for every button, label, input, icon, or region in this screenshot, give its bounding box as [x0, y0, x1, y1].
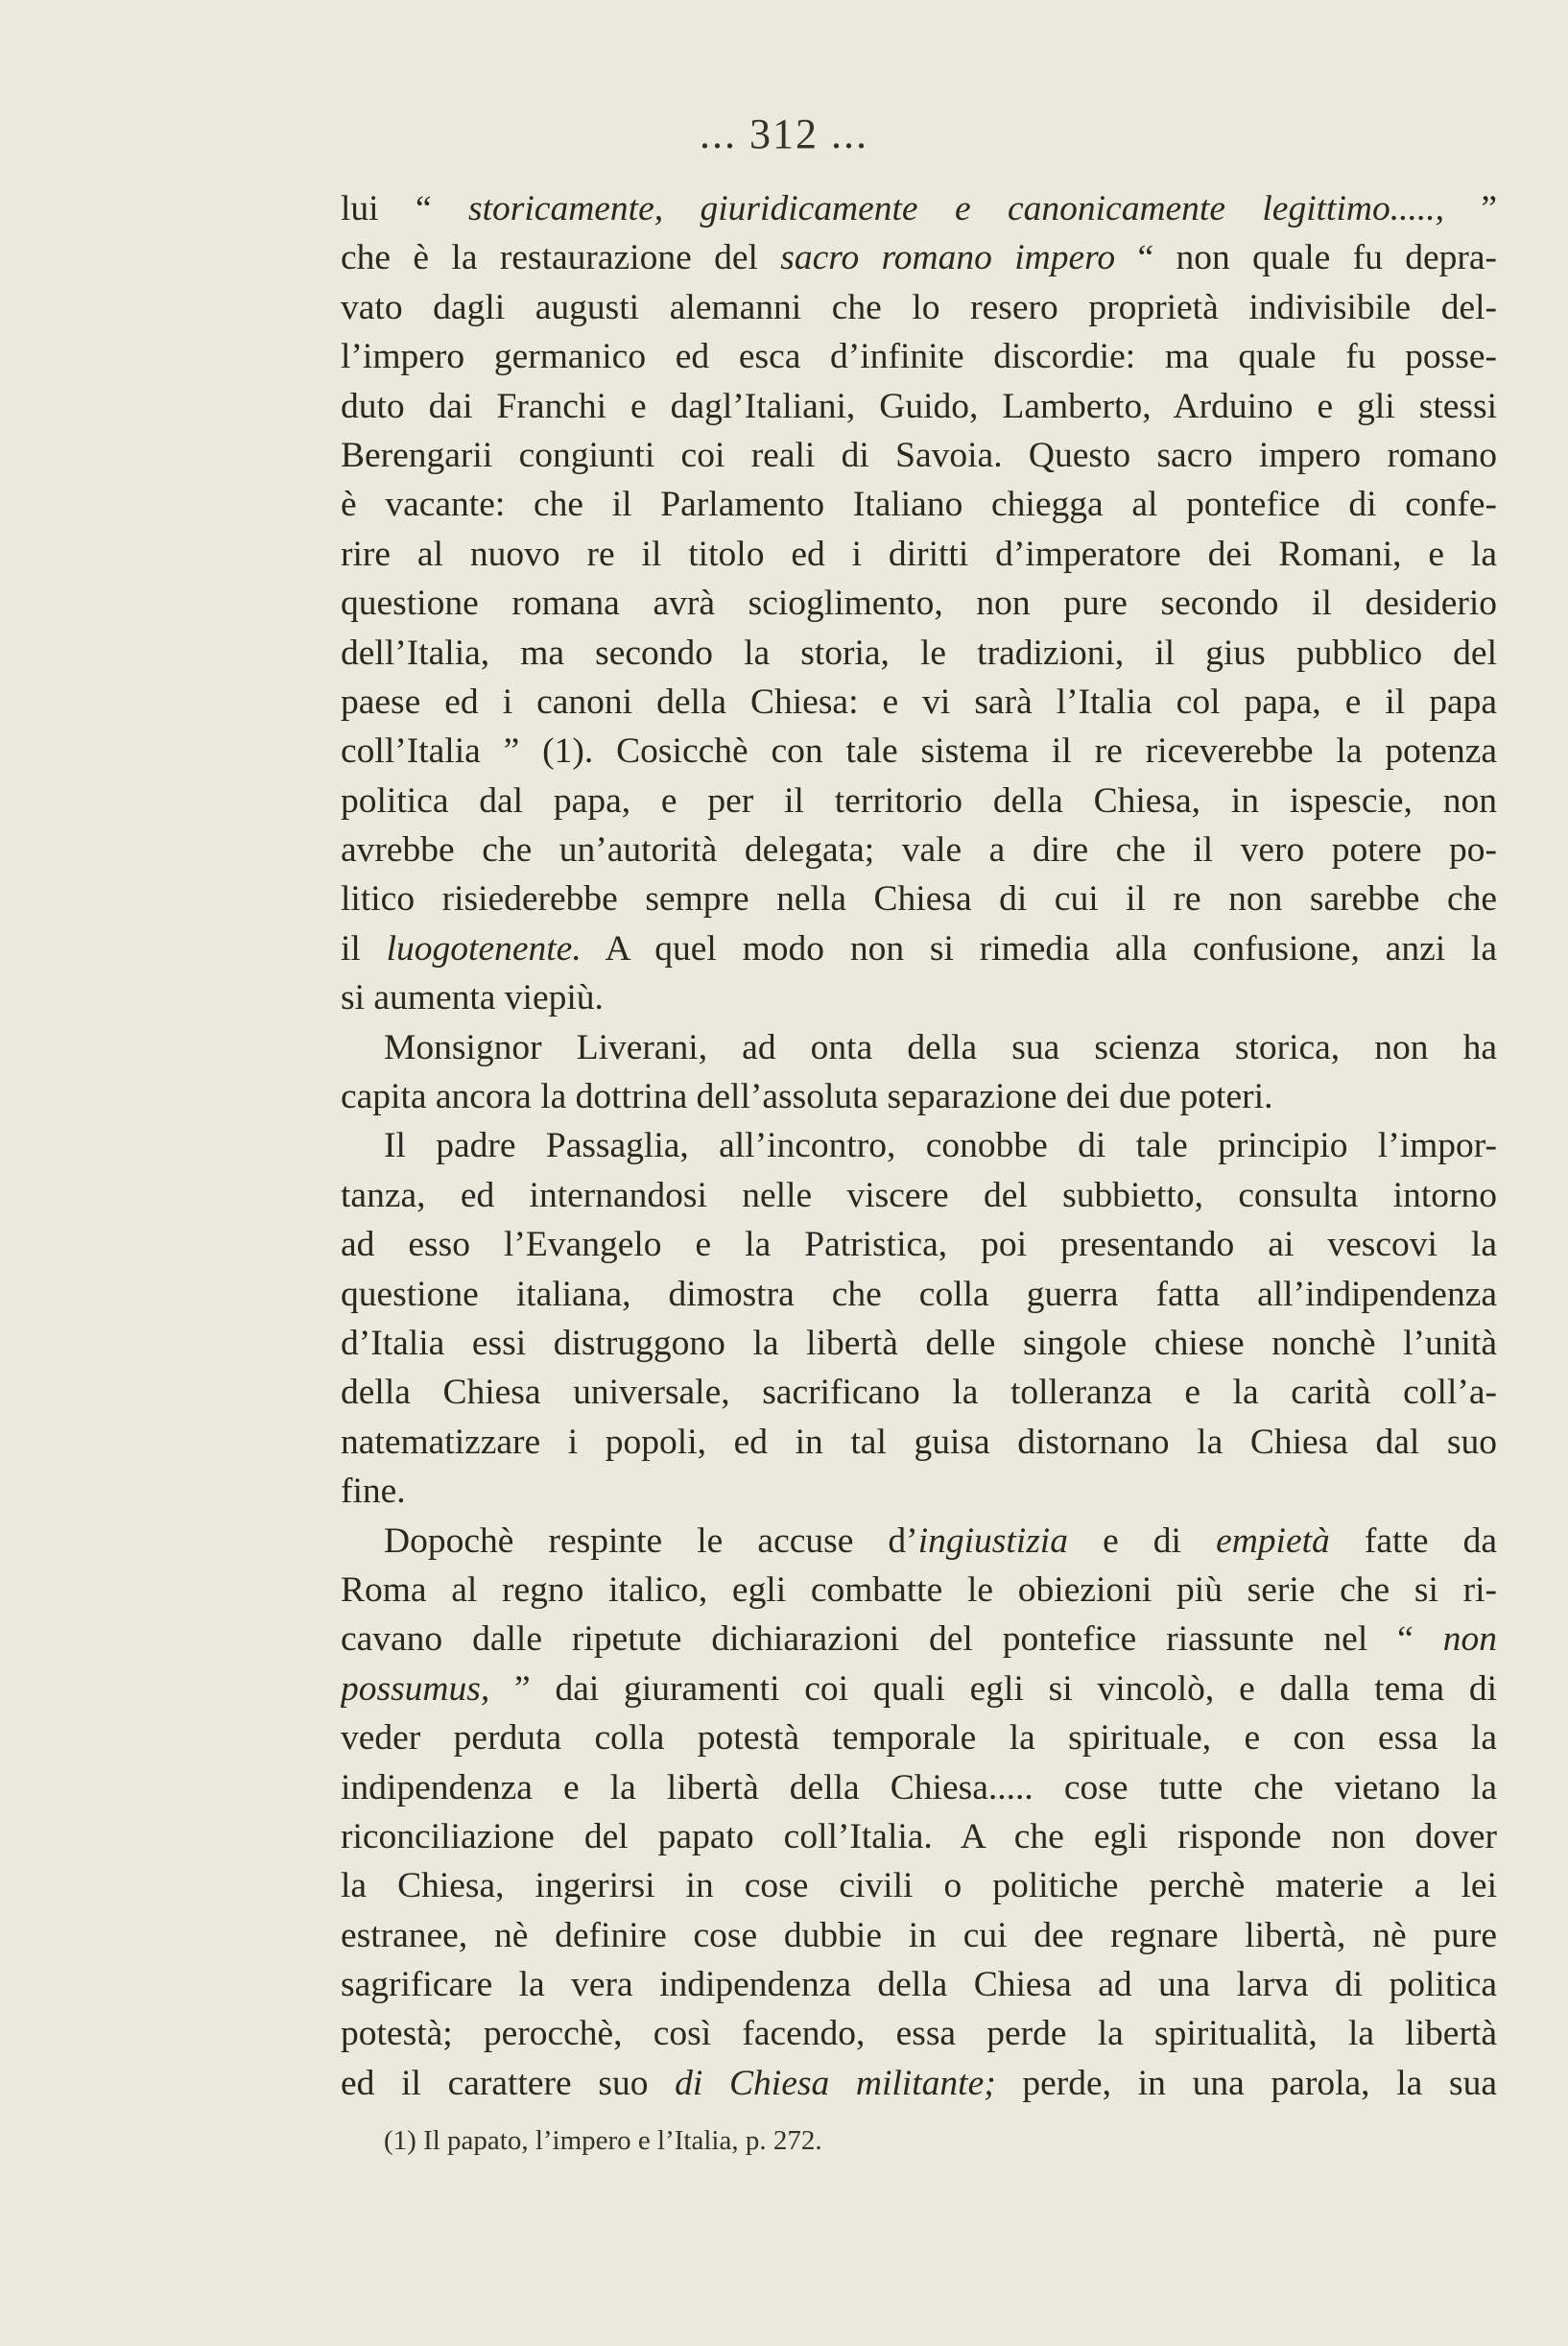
text-run: estranee, nè definire cose dubbie in cui dee regnare libertà, nè pure: [341, 1915, 1497, 1955]
italic-text: ingiustizia: [917, 1520, 1068, 1561]
text-line: [341, 233, 1497, 282]
italic-text: non: [1442, 1619, 1497, 1660]
text-run: che è la restaurazione del: [341, 238, 781, 278]
text-run: potestà; perocchè, così facendo, essa perde la spiritualità, la libertà: [341, 2014, 1497, 2054]
text-run: questione italiana, dimostra che colla guerra fatta all’indipendenza: [341, 1274, 1497, 1314]
text-run: si aumenta viepiù.: [341, 978, 604, 1018]
text-line: [341, 382, 1497, 431]
text-run: e di: [1067, 1520, 1217, 1561]
text-line: [341, 1960, 1497, 2009]
text-run: la Chiesa, ingerirsi in cose civili o politiche perchè materie a lei: [341, 1866, 1497, 1906]
italic-text: storicamente, giuridicamente e canonicamente legittimo.....,: [468, 189, 1444, 228]
text-run: fine.: [341, 1472, 406, 1512]
text-run: vato dagli augusti alemanni che lo resero proprietà indivisibile del-: [341, 287, 1497, 327]
text-run: litico risiederebbe sempre nella Chiesa di cui il re non sarebbe che: [341, 879, 1497, 920]
text-line: [341, 2059, 1497, 2108]
text-line: [341, 1861, 1497, 1910]
text-run: natematizzare i popoli, ed in tal guisa distornano la Chiesa dal suo: [341, 1422, 1497, 1462]
text-run: l’impero germanico ed esca d’infinite discordie: ma quale fu posse-: [341, 337, 1497, 377]
text-run: è vacante: che il Parlamento Italiano chiegga al pontefice di confe-: [341, 485, 1497, 525]
text-line: [341, 1713, 1497, 1762]
text-run: ”: [1443, 189, 1497, 228]
italic-text: sacro romano impero: [780, 238, 1116, 278]
text-run: questione romana avrà scioglimento, non pure secondo il desiderio: [341, 584, 1497, 624]
text-line: [341, 1664, 1497, 1713]
text-line: [341, 2009, 1497, 2058]
italic-text: di Chiesa militante;: [675, 2063, 996, 2103]
text-run: “ non quale fu depra-: [1115, 238, 1497, 278]
text-line: [341, 1023, 1497, 1072]
text-line: [341, 777, 1497, 826]
text-line: [341, 1270, 1497, 1319]
text-run: ad esso l’Evangelo e la Patristica, poi presentando ai vescovi la: [341, 1225, 1497, 1265]
text-line: [341, 1615, 1497, 1664]
text-line: [341, 431, 1497, 480]
text-run: capita ancora la dottrina dell’assoluta separazione dei due poteri.: [341, 1077, 1273, 1117]
text-line: [341, 1418, 1497, 1467]
text-run: perde, in una parola, la sua: [995, 2063, 1497, 2103]
text-run: coll’Italia ” (1). Cosicchè con tale sistema il re riceverebbe la potenza: [341, 731, 1497, 772]
text-run: politica dal papa, e per il territorio della Chiesa, in ispescie, non: [341, 780, 1497, 821]
text-line: [341, 1368, 1497, 1417]
text-line: [341, 480, 1497, 529]
text-run: paese ed i canoni della Chiesa: e vi sarà l’Italia col papa, e il papa: [341, 682, 1497, 722]
text-run: dell’Italia, ma secondo la storia, le tradizioni, il gius pubblico del: [341, 633, 1497, 673]
italic-text: empietà: [1216, 1520, 1330, 1561]
text-line: [341, 1763, 1497, 1812]
text-run: della Chiesa universale, sacrificano la tolleranza e la carità coll’a-: [341, 1373, 1497, 1413]
text-line: [341, 1566, 1497, 1615]
text-run: Dopochè respinte le accuse d’: [384, 1520, 918, 1561]
text-line: [341, 826, 1497, 874]
text-line: [341, 530, 1497, 579]
text-run: lui “: [341, 189, 469, 228]
page-number: ... 312 ...: [700, 110, 868, 157]
text-line: [341, 1220, 1497, 1269]
text-line: [341, 973, 1497, 1022]
footnote: (1) Il papato, l’impero e l’Italia, p. 272.: [384, 2125, 822, 2156]
text-line: [341, 184, 1497, 233]
text-run: ed il carattere suo: [341, 2063, 676, 2103]
text-line: [341, 678, 1497, 727]
text-line: [341, 1517, 1497, 1566]
text-line: [341, 579, 1497, 628]
text-run: Berengarii congiunti coi reali di Savoia. Questo sacro impero romano: [341, 435, 1497, 475]
text-line: [341, 727, 1497, 776]
text-run: ” dai giuramenti coi quali egli si vincolò, e dalla tema di: [489, 1668, 1497, 1709]
text-run: Il padre Passaglia, all’incontro, conobbe di tale principio l’impor-: [384, 1126, 1497, 1166]
text-line: [341, 629, 1497, 678]
italic-text: possumus,: [341, 1668, 490, 1709]
text-line: [341, 924, 1497, 973]
text-run: Roma al regno italico, egli combatte le obiezioni più serie che si ri-: [341, 1569, 1497, 1610]
text-run: d’Italia essi distruggono la libertà delle singole chiese nonchè l’unità: [341, 1323, 1497, 1363]
text-run: sagrificare la vera indipendenza della Chiesa ad una larva di politica: [341, 1965, 1497, 2005]
text-line: [341, 1121, 1497, 1170]
italic-text: luogotenente.: [386, 928, 582, 969]
text-run: tanza, ed internandosi nelle viscere del subbietto, consulta intorno: [341, 1175, 1497, 1215]
text-line: [341, 1319, 1497, 1368]
text-run: riconciliazione del papato coll’Italia. A che egli risponde non dover: [341, 1816, 1497, 1856]
text-line: [341, 332, 1497, 381]
text-run: Monsignor Liverani, ad onta della sua scienza storica, non ha: [384, 1027, 1497, 1067]
text-run: fatte da: [1329, 1520, 1497, 1561]
text-run: A quel modo non si rimedia alla confusione, anzi la: [581, 928, 1497, 969]
text-run: il: [341, 928, 387, 969]
text-run: avrebbe che un’autorità delegata; vale a dire che il vero potere po-: [341, 830, 1497, 871]
text-line: [341, 1911, 1497, 1960]
text-line: [341, 1072, 1497, 1121]
text-run: duto dai Franchi e dagl’Italiani, Guido, Lamberto, Arduino e gli stessi: [341, 386, 1497, 426]
text-run: veder perduta colla potestà temporale la spirituale, e con essa la: [341, 1718, 1497, 1759]
text-line: [341, 1171, 1497, 1220]
text-line: [341, 1467, 1497, 1516]
text-line: [341, 874, 1497, 923]
text-run: cavano dalle ripetute dichiarazioni del pontefice riassunte nel “: [341, 1619, 1443, 1660]
text-line: [341, 1812, 1497, 1861]
body-text: [341, 184, 1497, 2108]
text-line: [341, 283, 1497, 332]
text-run: indipendenza e la libertà della Chiesa..... cose tutte che vietano la: [341, 1767, 1497, 1807]
text-run: rire al nuovo re il titolo ed i diritti d’imperatore dei Romani, e la: [341, 534, 1497, 574]
